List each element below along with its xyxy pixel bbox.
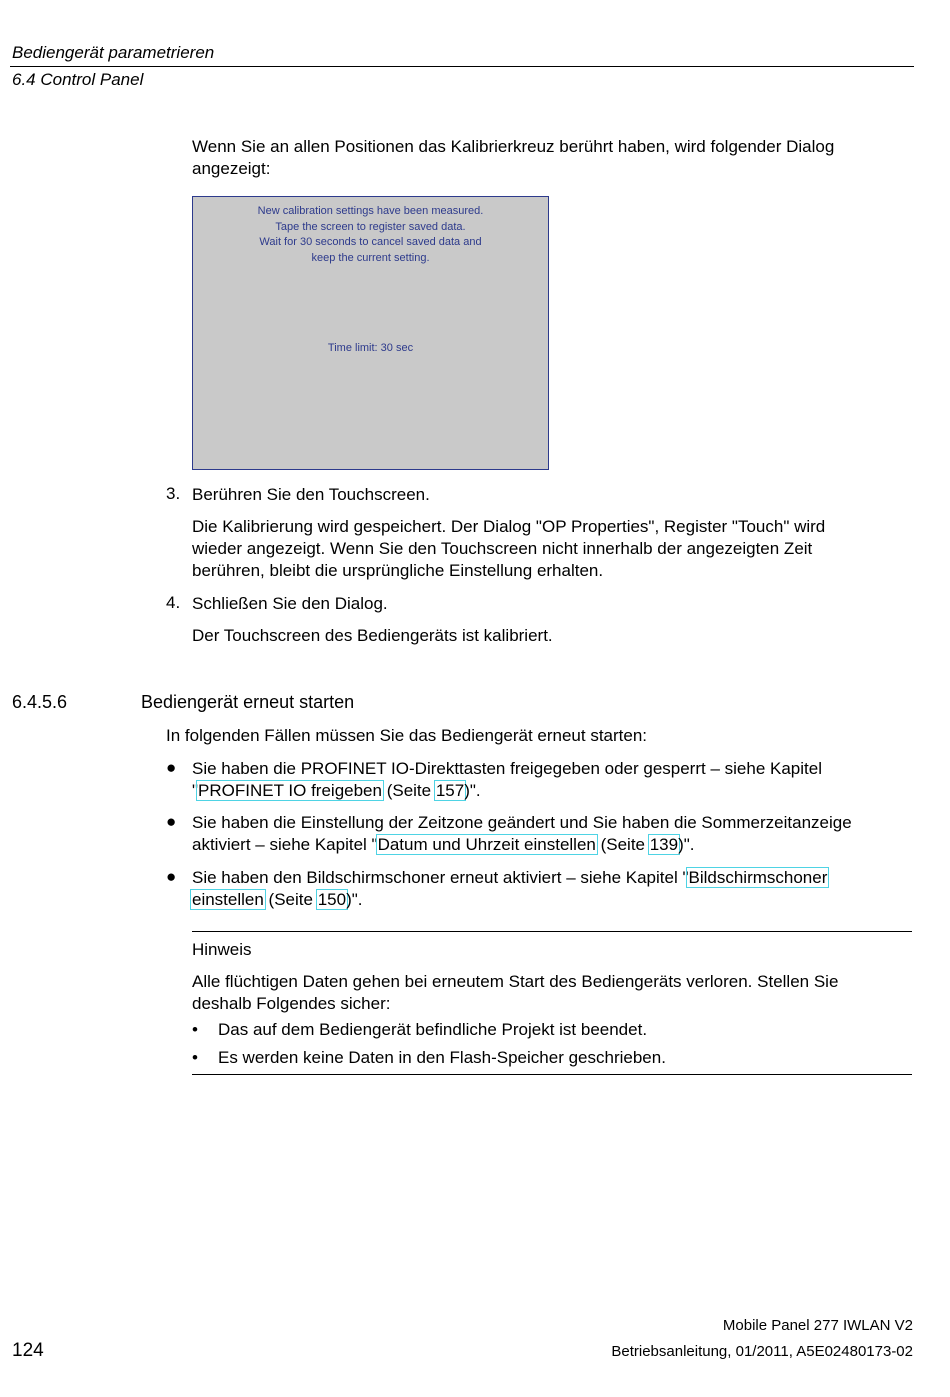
- note-top-rule: [192, 931, 912, 932]
- calibration-dialog-image: [192, 196, 549, 470]
- link-bildschirmschoner-einstellen[interactable]: Bildschirmschoner: [688, 868, 828, 887]
- footer-product: Mobile Panel 277 IWLAN V2: [722, 1317, 913, 1334]
- link-datum-und-uhrzeit-einstellen[interactable]: Datum und Uhrzeit einstellen: [377, 835, 596, 854]
- bullet-item: [192, 867, 827, 911]
- bullet-line: [192, 780, 822, 802]
- calibration-message-line: New calibration settings have been measured.: [257, 205, 484, 217]
- note-item: Es werden keine Daten in den Flash-Speicher geschrieben.: [218, 1048, 666, 1067]
- link-bildschirmschoner-einstellen[interactable]: einstellen: [192, 890, 264, 909]
- bullet-text: Sie haben den Bildschirmschoner erneut aktiviert – siehe Kapitel ": [192, 868, 689, 887]
- step-text: Schließen Sie den Dialog.: [192, 594, 388, 613]
- page-number: 124: [12, 1340, 44, 1361]
- bullet-text: ": [192, 781, 199, 800]
- step-result-line: Die Kalibrierung wird gespeichert. Der Dialog "OP Properties", Register "Touch" wird: [192, 517, 826, 536]
- step-result-line: wieder angezeigt. Wenn Sie den Touchscreen nicht innerhalb der angezeigten Zeit: [192, 539, 813, 558]
- bullet-item: [192, 812, 852, 856]
- bullet-line: [192, 867, 827, 889]
- link-page-150[interactable]: 150: [317, 890, 347, 909]
- bullet-text: (Seite: [595, 835, 650, 854]
- note-title: Hinweis: [192, 940, 252, 959]
- intro-text: [192, 136, 834, 180]
- note-bullet-marker: •: [192, 1048, 198, 1067]
- note-body: [192, 971, 838, 1015]
- time-limit-label: Time limit: 30 sec: [327, 342, 414, 354]
- bullet-line: [192, 889, 827, 911]
- bullet-line: [192, 834, 852, 856]
- bullet-text: aktiviert – siehe Kapitel ": [192, 835, 378, 854]
- note-bullet-marker: •: [192, 1020, 198, 1039]
- running-header-section: 6.4 Control Panel: [12, 70, 144, 89]
- step-result-line: berühren, bleibt die ursprüngliche Einstellung erhalten.: [192, 561, 604, 580]
- bullet-marker: ●: [166, 812, 177, 831]
- bullet-line: Sie haben die PROFINET IO-Direkttasten freigegeben oder gesperrt – siehe Kapitel: [192, 759, 822, 778]
- footer-doc-info: Betriebsanleitung, 01/2011, A5E02480173-02: [611, 1343, 913, 1360]
- note-line: deshalb Folgendes sicher:: [192, 994, 391, 1013]
- bullet-marker: ●: [166, 758, 177, 777]
- step-number: 4.: [166, 593, 181, 612]
- intro-line-2: angezeigt:: [192, 159, 271, 178]
- header-rule: [10, 66, 914, 67]
- bullet-text: )".: [464, 781, 481, 800]
- calibration-message-line: keep the current setting.: [311, 251, 430, 264]
- bullet-marker: ●: [166, 867, 177, 886]
- calibration-message-line: Tape the screen to register saved data.: [275, 220, 466, 233]
- section-intro: In folgenden Fällen müssen Sie das Bediengerät erneut starten:: [166, 726, 648, 745]
- step-number: 3.: [166, 484, 181, 503]
- step-text: Berühren Sie den Touchscreen.: [192, 485, 430, 504]
- link-profinet-io-freigeben[interactable]: PROFINET IO freigeben: [198, 781, 382, 800]
- link-page-157[interactable]: 157: [435, 781, 465, 800]
- step-result: [192, 516, 825, 582]
- calibration-message: [193, 204, 548, 266]
- bullet-text: )".: [346, 890, 363, 909]
- bullet-item: [192, 758, 822, 802]
- section-number: 6.4.5.6: [12, 692, 68, 712]
- step-result-line: Der Touchscreen des Bediengeräts ist kalibriert.: [192, 626, 553, 645]
- note-bottom-rule: [192, 1074, 912, 1075]
- note-line: Alle flüchtigen Daten gehen bei erneutem Start des Bediengeräts verloren. Stellen Sie: [192, 972, 839, 991]
- bullet-text: (Seite: [381, 781, 436, 800]
- bullet-line: Sie haben die Einstellung der Zeitzone geändert und Sie haben die Sommerzeitanzeige: [192, 813, 852, 832]
- running-header-chapter: Bediengerät parametrieren: [12, 43, 215, 62]
- section-title: Bediengerät erneut starten: [141, 692, 355, 712]
- bullet-text: )".: [678, 835, 695, 854]
- link-page-139[interactable]: 139: [649, 835, 679, 854]
- calibration-message-line: Wait for 30 seconds to cancel saved data and: [259, 236, 482, 248]
- bullet-text: (Seite: [263, 890, 318, 909]
- intro-line-1: Wenn Sie an allen Positionen das Kalibrierkreuz berührt haben, wird folgender Dialog: [192, 137, 835, 156]
- note-item: Das auf dem Bediengerät befindliche Projekt ist beendet.: [218, 1020, 648, 1039]
